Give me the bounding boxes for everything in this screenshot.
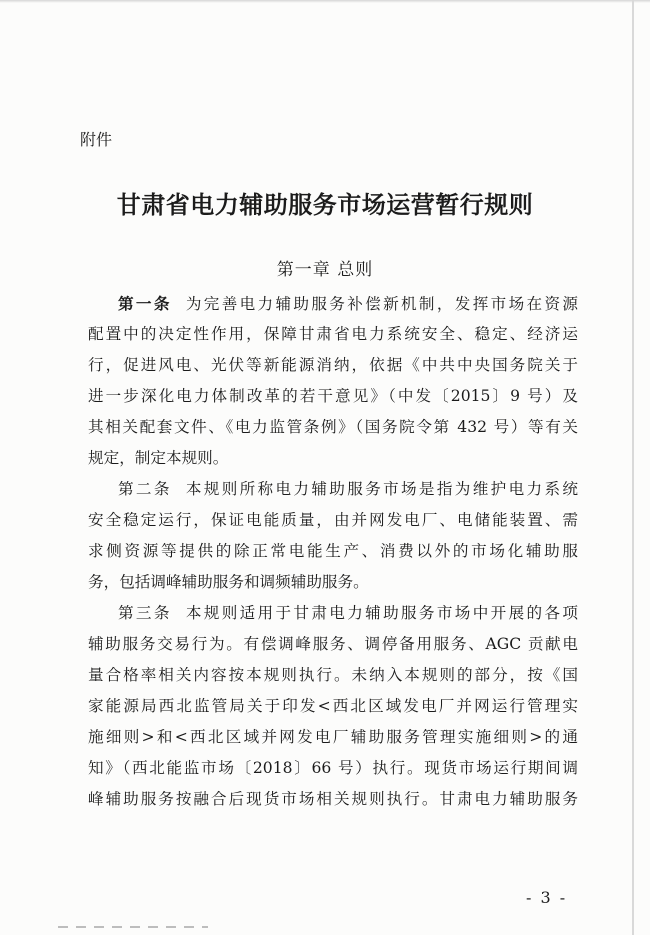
body-line-text: 为完善电力辅助服务补偿新机制，发挥市场在资源 (185, 295, 578, 313)
body-line: 务，包括调峰辅助服务和调频辅助服务。 (88, 573, 369, 591)
body-line: 进一步深化电力体制改革的若干意见》（中发〔2015〕9 号）及 (88, 387, 578, 405)
body-line: 配置中的决定性作用，保障甘肃省电力系统安全、稳定、经济运 (88, 325, 578, 343)
body-line-text: 本规则适用于甘肃电力辅助服务市场中开展的各项 (185, 604, 578, 622)
scan-edge-bottom (58, 926, 208, 928)
body-line: 其相关配套文件、《电力监管条例》（国务院令第 432 号）等有关 (88, 418, 578, 436)
attachment-label: 附件 (80, 130, 113, 149)
article-number: 第三条 (118, 604, 172, 622)
article-paragraph-1 (88, 288, 578, 474)
body-line: 家能源局西北监管局关于印发<西北区域发电厂并网运行管理实 (88, 697, 578, 715)
body-line: 量合格率相关内容按本规则执行。未纳入本规则的部分，按《国 (88, 666, 578, 684)
body-line: 施细则>和<西北区域并网发电厂辅助服务管理实施细则>的通 (88, 728, 578, 746)
document-title: 甘肃省电力辅助服务市场运营暂行规则 (116, 190, 534, 219)
article-paragraph-2 (88, 474, 578, 598)
article-paragraph-3 (88, 598, 578, 815)
body-line (88, 288, 578, 319)
body-line: 辅助服务交易行为。有偿调峰服务、调停备用服务、AGC 贡献电 (88, 635, 578, 653)
article-number: 第二条 (118, 480, 172, 498)
body-line (88, 474, 578, 505)
body-line: 安全稳定运行，保证电能质量，由并网发电厂、电储能装置、需 (88, 511, 578, 529)
scan-edge-right (632, 0, 634, 935)
body-line: 峰辅助服务按融合后现货市场相关规则执行。甘肃电力辅助服务 (88, 790, 578, 808)
article-number: 第一条 (118, 294, 172, 313)
body-line: 求侧资源等提供的除正常电能生产、消费以外的市场化辅助服 (88, 542, 578, 560)
body-line: 知》（西北能监市场〔2018〕66 号）执行。现货市场运行期间调 (88, 759, 578, 777)
body-line: 规定，制定本规则。 (88, 449, 229, 467)
chapter-heading: 第一章 总则 (276, 260, 374, 280)
document-body (88, 288, 578, 815)
body-line: 行，促进风电、光伏等新能源消纳，依据《中共中央国务院关于 (88, 356, 578, 374)
body-line-text: 本规则所称电力辅助服务市场是指为维护电力系统 (185, 480, 578, 498)
page-number: - 3 - (526, 888, 568, 907)
scan-edge-top (0, 0, 650, 3)
body-line (88, 598, 578, 629)
